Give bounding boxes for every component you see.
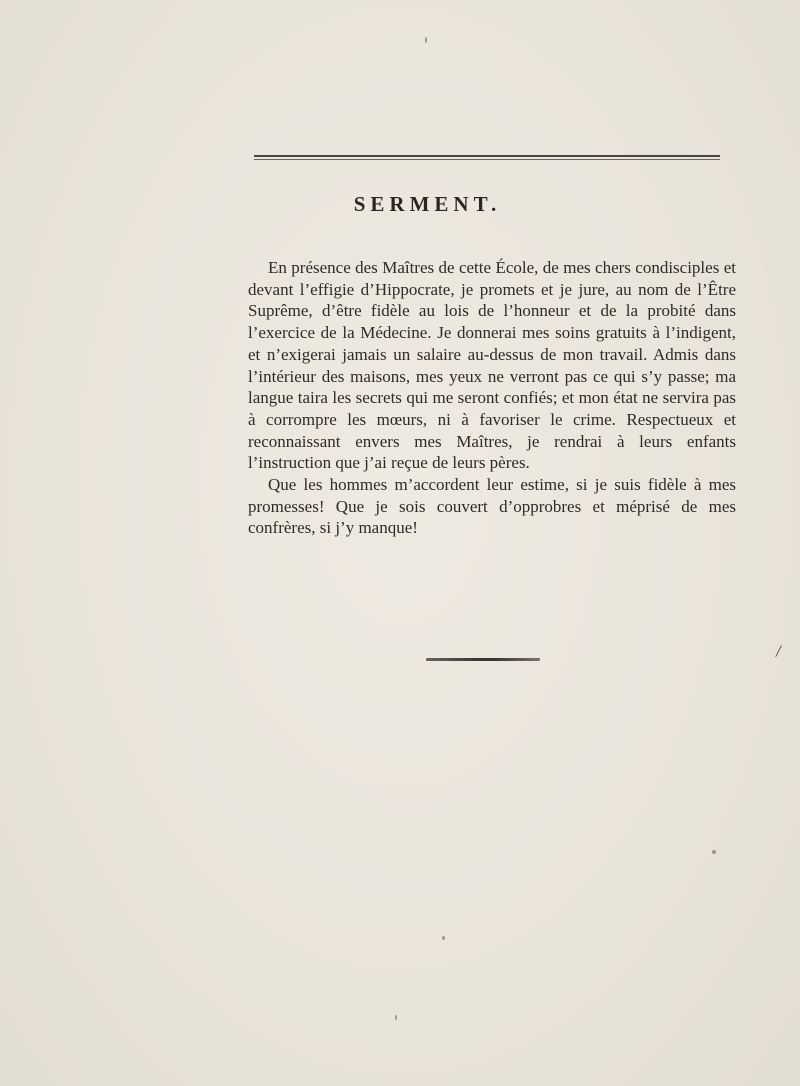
oath-text: [248, 257, 736, 539]
paper-speck: [425, 37, 427, 43]
page-title: SERMENT.: [353, 192, 502, 216]
bottom-rule: [426, 658, 540, 661]
margin-mark: /: [774, 640, 783, 662]
paper-speck: [442, 936, 445, 940]
paper-speck: [395, 1015, 397, 1020]
paragraph-closing: Que les hommes m’accordent leur estime, si je suis fidèle à mes promesses! Que je sois couvert d’opprobres et méprisé de mes confrères, si j’y manque!: [248, 475, 736, 538]
top-rule: [254, 155, 720, 160]
paragraph-oath: En présence des Maîtres de cette École, de mes chers condisciples et devant l’effigie d’Hippocrate, je promets et je jure, au nom de l’Être Suprême, d’être fidèle au lois de l’honneur et de la probité dans l’exercice de la Médecine. Je donnerai mes soins gratuits à l’indigent, et n’exigerai jamais un salaire au-dessus de mon travail. Admis dans l’intérieur des maisons, mes yeux ne verront pas ce qui s’y passe; ma langue taira les secrets qui me seront confiés; et mon état ne servira pas à corrompre les mœurs, ni à favoriser le crime. Respectueux et reconnaissant envers mes Maîtres, je rendrai à leurs enfants l’instruction que j’ai reçue de leurs pères.: [248, 258, 736, 473]
paper-speck: [712, 850, 716, 854]
